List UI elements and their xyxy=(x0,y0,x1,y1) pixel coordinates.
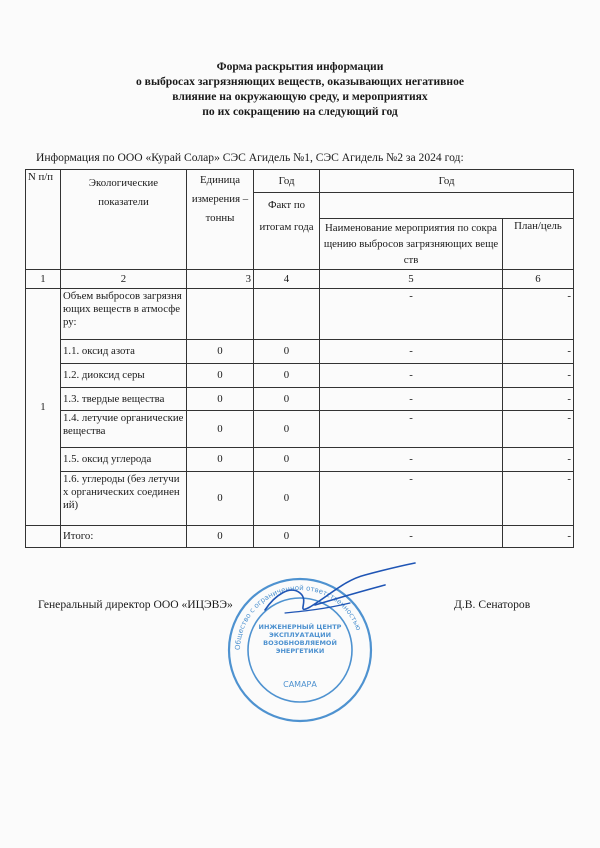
table-row xyxy=(26,289,574,340)
stamp-city: САМАРА xyxy=(283,680,317,689)
row-fact: 0 xyxy=(254,448,320,472)
total-fact: 0 xyxy=(254,526,320,548)
handwritten-signature xyxy=(255,555,435,625)
row-fact: 0 xyxy=(254,472,320,526)
signatory-position: Генеральный директор ООО «ИЦЭВЭ» xyxy=(38,598,233,611)
row-indicator: 1.6. углероды (без летучих органических соединений) xyxy=(61,472,187,526)
row-unit: 0 xyxy=(187,448,254,472)
row-fact xyxy=(254,289,320,340)
total-row xyxy=(26,526,574,548)
total-num-empty xyxy=(26,526,61,548)
col-number: 2 xyxy=(61,270,187,289)
table-row xyxy=(26,448,574,472)
col-number: 1 xyxy=(26,270,61,289)
row-plan: - xyxy=(503,388,574,411)
row-unit xyxy=(187,289,254,340)
header-num: N п/п xyxy=(26,170,61,270)
group-number: 1 xyxy=(26,289,61,526)
header-year-2: Год xyxy=(320,170,574,193)
total-indicator: Итого: xyxy=(61,526,187,548)
row-plan: - xyxy=(503,364,574,388)
row-measure: - xyxy=(320,448,503,472)
row-plan: - xyxy=(503,411,574,448)
title-line-1: Форма раскрытия информации xyxy=(216,60,384,73)
row-indicator: 1.4. летучие органические вещества xyxy=(61,411,187,448)
total-measure: - xyxy=(320,526,503,548)
title-line-4: по их сокращению на следующий год xyxy=(202,105,398,118)
table-row xyxy=(26,472,574,526)
row-plan: - xyxy=(503,340,574,364)
table-row xyxy=(26,340,574,364)
col-number: 6 xyxy=(503,270,574,289)
emissions-table xyxy=(25,169,574,548)
header-fact: Факт по итогам года xyxy=(254,193,320,270)
row-measure: - xyxy=(320,364,503,388)
header-unit: Единица измерения – тонны xyxy=(187,170,254,270)
row-plan: - xyxy=(503,289,574,340)
row-measure: - xyxy=(320,472,503,526)
intro-text: Информация по ООО «Курай Солар» СЭС Агидель №1, СЭС Агидель №2 за 2024 год: xyxy=(36,151,464,164)
row-measure: - xyxy=(320,289,503,340)
table-row xyxy=(26,388,574,411)
header-plan: План/цель xyxy=(503,219,574,270)
row-unit: 0 xyxy=(187,340,254,364)
row-fact: 0 xyxy=(254,340,320,364)
row-unit: 0 xyxy=(187,411,254,448)
total-plan: - xyxy=(503,526,574,548)
header-blank xyxy=(320,193,574,219)
row-indicator: 1.3. твердые вещества xyxy=(61,388,187,411)
row-fact: 0 xyxy=(254,411,320,448)
row-measure: - xyxy=(320,388,503,411)
row-unit: 0 xyxy=(187,364,254,388)
row-indicator: Объем выбросов загрязняющих веществ в атмосферу: xyxy=(61,289,187,340)
row-plan: - xyxy=(503,472,574,526)
title-line-2: о выбросах загрязняющих веществ, оказывающих негативное xyxy=(135,75,465,88)
stamp-ring-text: Общество с ограниченной ответственностью xyxy=(233,583,363,651)
row-indicator: 1.1. оксид азота xyxy=(61,340,187,364)
row-measure: - xyxy=(320,411,503,448)
stamp-center xyxy=(255,623,345,673)
row-fact: 0 xyxy=(254,364,320,388)
row-indicator: 1.2. диоксид серы xyxy=(61,364,187,388)
row-fact: 0 xyxy=(254,388,320,411)
row-unit: 0 xyxy=(187,472,254,526)
col-number: 5 xyxy=(320,270,503,289)
title-line-3: влияние на окружающую среду, и мероприятиях xyxy=(172,90,428,103)
row-measure: - xyxy=(320,340,503,364)
column-numbers-row xyxy=(26,270,574,289)
total-unit: 0 xyxy=(187,526,254,548)
header-measure: Наименование мероприятия по сокращению выбросов загрязняющих веществ xyxy=(320,219,503,270)
header-indicators: Экологические показатели xyxy=(61,170,187,270)
row-indicator: 1.5. оксид углерода xyxy=(61,448,187,472)
col-number: 3 xyxy=(187,270,254,289)
stamp-center-text: ИНЖЕНЕРНЫЙ ЦЕНТР ЭКСПЛУАТАЦИИ ВОЗОБНОВЛЯЕМОЙ ЭНЕРГЕТИКИ xyxy=(258,623,342,655)
signature-stroke xyxy=(265,563,415,610)
col-number: 4 xyxy=(254,270,320,289)
row-unit: 0 xyxy=(187,388,254,411)
document-title xyxy=(0,59,600,119)
signatory-name: Д.В. Сенаторов xyxy=(454,598,531,611)
table-row xyxy=(26,364,574,388)
row-plan: - xyxy=(503,448,574,472)
table-row xyxy=(26,411,574,448)
header-year-1: Год xyxy=(254,170,320,193)
